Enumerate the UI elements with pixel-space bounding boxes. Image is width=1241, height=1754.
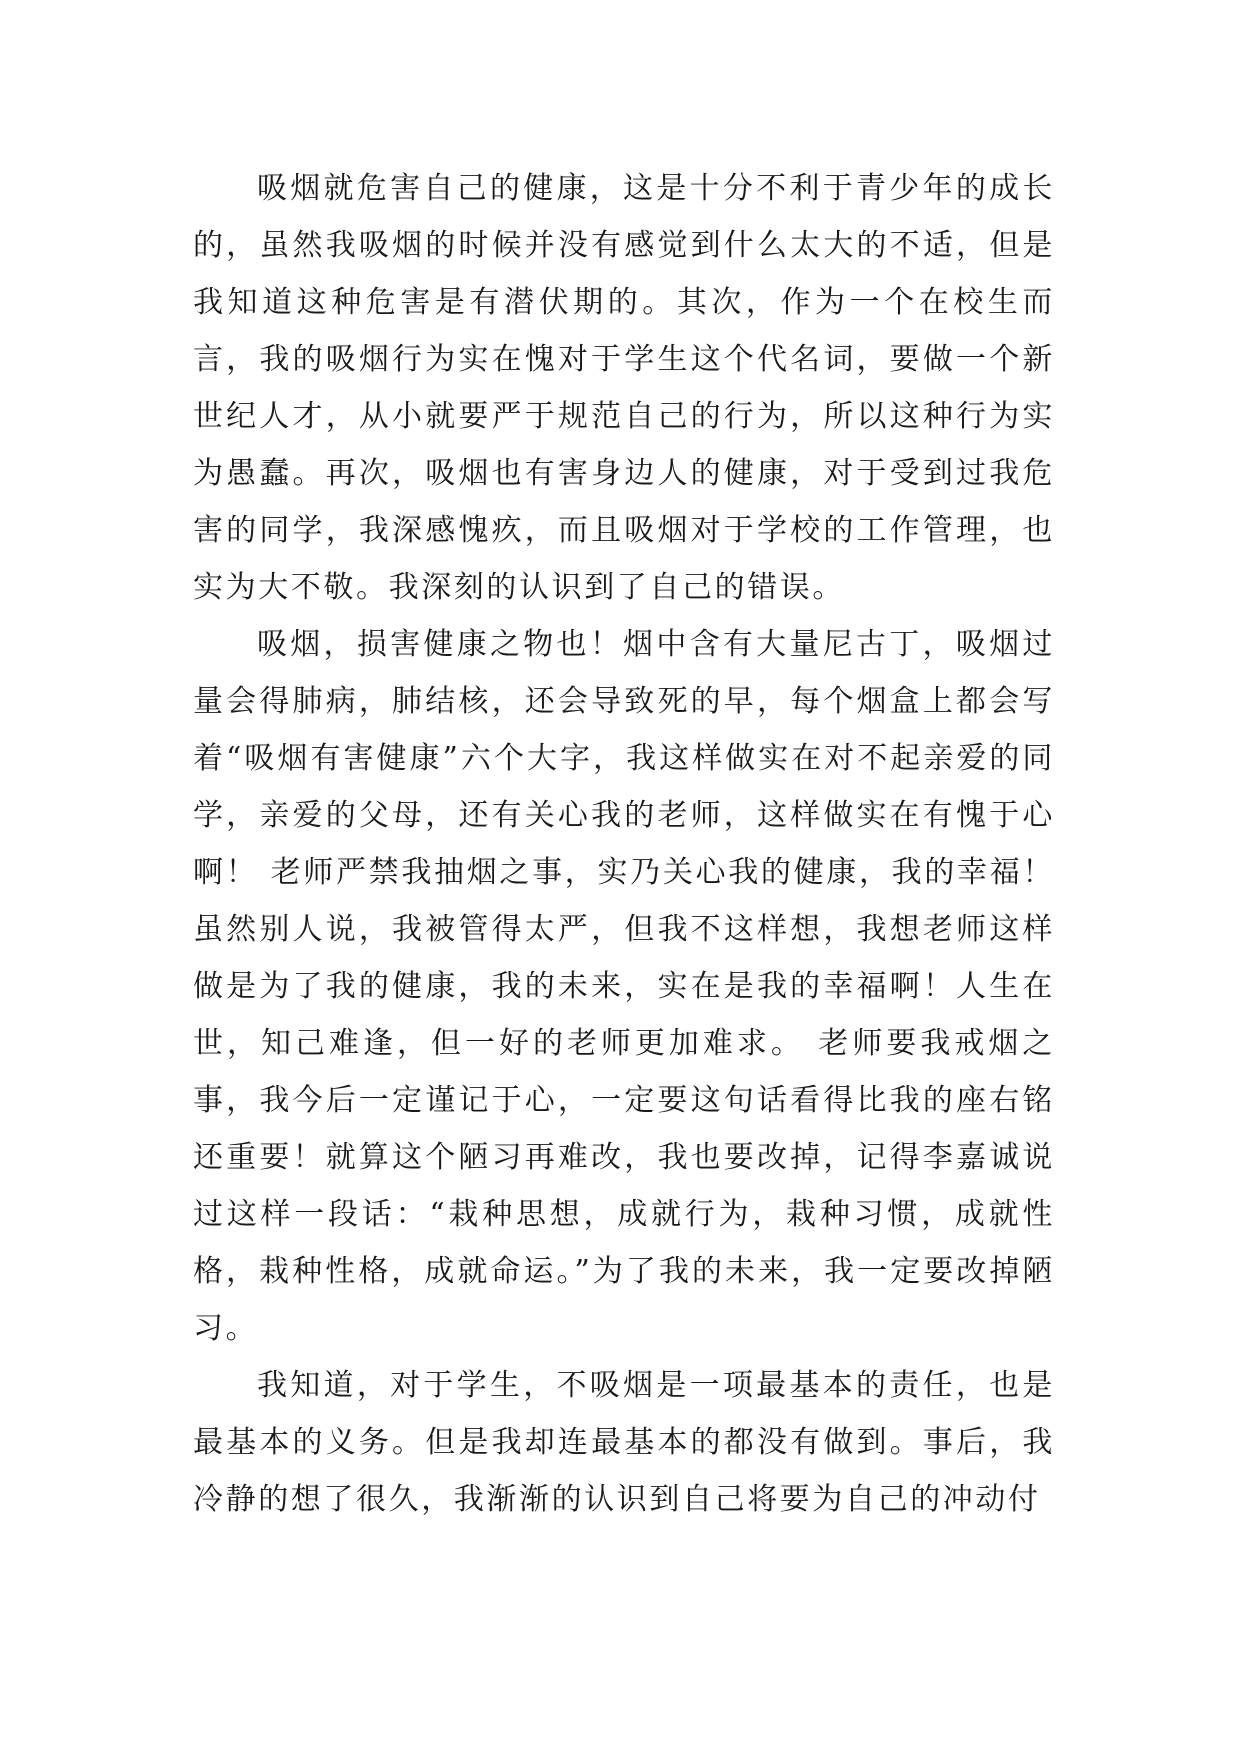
paragraph-1: 吸烟就危害自己的健康，这是十分不利于青少年的成长的，虽然我吸烟的时候并没有感觉到什么太大的不适，但是我知道这种危害是有潜伏期的。其次，作为一个在校生而言，我的吸烟行为实在愧对于学生这个代名词，要做一个新世纪人才，从小就要严于规范自己的行为，所以这种行为实为愚蠢。再次，吸烟也有害身边人的健康，对于受到过我危害的同学，我深感愧疚，而且吸烟对于学校的工作管理，也实为大不敬。我深刻的认识到了自己的错误。 <box>193 171 1055 605</box>
document-body <box>193 160 1055 1528</box>
paragraph-3: 我知道，对于学生，不吸烟是一项最基本的责任，也是最基本的义务。但是我却连最基本的都没有做到。事后，我冷静的想了很久，我渐渐的认识到自己将要为自己的冲动付 <box>193 1368 1055 1517</box>
paragraph-2: 吸烟，损害健康之物也！烟中含有大量尼古丁，吸烟过量会得肺病，肺结核，还会导致死的早，每个烟盒上都会写着“吸烟有害健康”六个大字，我这样做实在对不起亲爱的同学，亲爱的父母，还有关心我的老师，这样做实在有愧于心啊！ 老师严禁我抽烟之事，实乃关心我的健康，我的幸福！虽然别人说，我被管得太严，但我不这样想，我想老师这样做是为了我的健康，我的未来，实在是我的幸福啊！人生在世，知己难逢，但一好的老师更加难求。 老师要我戒烟之事，我今后一定谨记于心，一定要这句话看得比我的座右铭还重要！就算这个陋习再难改，我也要改掉，记得李嘉诚说过这样一段话：“栽种思想，成就行为，栽种习惯，成就性格，栽种性格，成就命运。”为了我的未来，我一定要改掉陋习。 <box>193 627 1055 1346</box>
